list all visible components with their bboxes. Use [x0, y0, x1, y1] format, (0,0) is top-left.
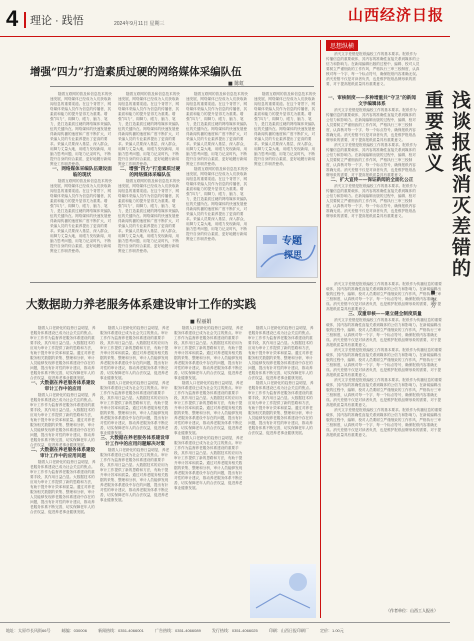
sidebar-body: 消灭文字差错是报纸编校工作的基本要求。报纸作为传播信息的重要载体，其内容的准确性直接关系到媒体的公信力和影响力。在新闻编辑出版的过程中，编辑、校对人员要树立严谨细致的工作作风，严格执行三审三校制度，认真核对每一个字、每一个标点符号，确保报纸内容准确无误。消灭差错不仅是对读者负责，也是维护报纸品牌形象的需要，对于提高报纸质量具有重要意义。: [326, 52, 420, 86]
footer-item: 邮编：030006: [61, 628, 87, 633]
article2-body: 随着人口老龄化的趋势日益明显，养老服务体系建设已成为社会关注的焦点。审计工作作为监督养老服务体系建设的重要手段，其作用日益凸显。大数据技术的应用为审计工作提供了新的思路和方法，有助于提升审计效率和质量。通过对养老服务相关数据的采集、整理和分析，审计人员能够发现养老服务体系建设中存在的问题，提出有针对性的审计建议，推动养老服务体系不断完善，切实保障老年人的合法权益，促进养老事业健康发展。: [174, 381, 244, 435]
article2-body: 随着人口老龄化的趋势日益明显，养老服务体系建设已成为社会关注的焦点。审计工作作为监督养老服务体系建设的重要手段，其作用日益凸显。大数据技术的应用为审计工作提供了新的思路和方法，有助于提升审计效率和质量。通过对养老服务相关数据的采集、整理和分析，审计人员能够发现养老服务体系建设中存在的问题，提出有针对性的审计建议，推动养老服务体系不断完善，切实保障老年人的合法权益，促进养老事业健康发展。: [100, 448, 170, 502]
footer-item: 印刷：山西日报印刷厂: [268, 628, 309, 633]
article1-body: 随着互联网的普及和信息技术的快速发展，网络媒体已经成为人们获取新闻信息的重要渠道。在这个背景下，网络媒体采编人员作为信息的传播者，其素质和能力的提升显得尤为重要。增强“四力”，即脚力、眼力、脑力、笔力，是打造素质过硬的网络媒体采编队伍的关键所在。网络媒体的快速发展使得新闻传播的速度和广度不断扩大，对采编人员的专业素养提出了更高的要求。采编人员要深入基层、深入群众，用脚力丈量大地，用眼力发现新闻，用脑力思考问题，用笔力记录时代，不断提升自身的综合素质，更好地履行新闻舆论工作职责使命。: [50, 179, 112, 253]
article1-column-1: [50, 92, 114, 278]
article1-column-3: [186, 92, 250, 278]
page-number: 4: [6, 6, 19, 31]
book-illustration-icon: [250, 564, 316, 618]
column-rule: [320, 40, 321, 618]
article1-subhead-1: 一、网络媒体采编队伍建设面临的现状: [52, 167, 112, 178]
sidebar-body: 消灭文字差错是报纸编校工作的基本要求。报纸作为传播信息的重要载体，其内容的准确性直接关系到媒体的公信力和影响力。在新闻编辑出版的过程中，编辑、校对人员要树立严谨细致的工作作风，严格执行三审三校制度，认真核对每一个字、每一个标点符号，确保报纸内容准确无误。消灭差错不仅是对读者负责，也是维护报纸品牌形象的需要，对于提高报纸质量具有重要意义。: [326, 378, 442, 407]
sidebar-column-2: [326, 282, 444, 612]
promo-tag-2: 探思: [284, 250, 303, 260]
article2-column-3: [174, 326, 244, 616]
article1-author: ■ 陈虹: [228, 81, 245, 87]
article2-body: 随着人口老龄化的趋势日益明显，养老服务体系建设已成为社会关注的焦点。审计工作作为监督养老服务体系建设的重要手段，其作用日益凸显。大数据技术的应用为审计工作提供了新的思路和方法，有助于提升审计效率和质量。通过对养老服务相关数据的采集、整理和分析，审计人员能够发现养老服务体系建设中存在的问题，提出有针对性的审计建议，推动养老服务体系不断完善，切实保障老年人的合法权益，促进养老事业健康发展。: [248, 326, 314, 380]
footer-item: 定价：1.00元: [320, 628, 344, 633]
article1-body: 随着互联网的普及和信息技术的快速发展，网络媒体已经成为人们获取新闻信息的重要渠道。在这个背景下，网络媒体采编人员作为信息的传播者，其素质和能力的提升显得尤为重要。增强“四力”，即脚力、眼力、脑力、笔力，是打造素质过硬的网络媒体采编队伍的关键所在。网络媒体的快速发展使得新闻传播的速度和广度不断扩大，对采编人员的专业素养提出了更高的要求。采编人员要深入基层、深入群众，用脚力丈量大地，用眼力发现新闻，用脑力思考问题，用笔力记录时代，不断提升自身的综合素质，更好地履行新闻舆论工作职责使命。: [254, 92, 316, 166]
article1-body: 随着互联网的普及和信息技术的快速发展，网络媒体已经成为人们获取新闻信息的重要渠道。在这个背景下，网络媒体采编人员作为信息的传播者，其素质和能力的提升显得尤为重要。增强“四力”，即脚力、眼力、脑力、笔力，是打造素质过硬的网络媒体采编队伍的关键所在。网络媒体的快速发展使得新闻传播的速度和广度不断扩大，对采编人员的专业素养提出了更高的要求。采编人员要深入基层、深入群众，用脚力丈量大地，用眼力发现新闻，用脑力思考问题，用笔力记录时代，不断提升自身的综合素质，更好地履行新闻舆论工作职责使命。: [186, 92, 248, 166]
article2-column-1: [30, 326, 96, 616]
article2-body: 随着人口老龄化的趋势日益明显，养老服务体系建设已成为社会关注的焦点。审计工作作为监督养老服务体系建设的重要手段，其作用日益凸显。大数据技术的应用为审计工作提供了新的思路和方法，有助于提升审计效率和质量。通过对养老服务相关数据的采集、整理和分析，审计人员能够发现养老服务体系建设中存在的问题，提出有针对性的审计建议，推动养老服务体系不断完善，切实保障老年人的合法权益，促进养老事业健康发展。: [100, 381, 170, 435]
article2-author: ■ 程丽娟: [190, 319, 212, 325]
article1-body: 随着互联网的普及和信息技术的快速发展，网络媒体已经成为人们获取新闻信息的重要渠道。在这个背景下，网络媒体采编人员作为信息的传播者，其素质和能力的提升显得尤为重要。增强“四力”，即脚力、眼力、脑力、笔力，是打造素质过硬的网络媒体采编队伍的关键所在。网络媒体的快速发展使得新闻传播的速度和广度不断扩大，对采编人员的专业素养提出了更高的要求。采编人员要深入基层、深入群众，用脚力丈量大地，用眼力发现新闻，用脑力思考问题，用笔力记录时代，不断提升自身的综合素质，更好地履行新闻舆论工作职责使命。: [118, 92, 180, 166]
section-label: 理论 · 践悟: [24, 12, 84, 28]
footer-item: 地址：太原市长风街66号: [6, 628, 51, 633]
sidebar-subhead-1: 一、审核制度——多种增重共“守卫”的新闻文字编辑体系: [328, 96, 416, 107]
sidebar-body: 消灭文字差错是报纸编校工作的基本要求。报纸作为传播信息的重要载体，其内容的准确性直接关系到媒体的公信力和影响力。在新闻编辑出版的过程中，编辑、校对人员要树立严谨细致的工作作风，严格执行三审三校制度，认真核对每一个字、每一个标点符号，确保报纸内容准确无误。消灭差错不仅是对读者负责，也是维护报纸品牌形象的需要，对于提高报纸质量具有重要意义。: [326, 318, 442, 347]
sidebar-body: 消灭文字差错是报纸编校工作的基本要求。报纸作为传播信息的重要载体，其内容的准确性直接关系到媒体的公信力和影响力。在新闻编辑出版的过程中，编辑、校对人员要树立严谨细致的工作作风，严格执行三审三校制度，认真核对每一个字、每一个标点符号，确保报纸内容准确无误。消灭差错不仅是对读者负责，也是维护报纸品牌形象的需要，对于提高报纸质量具有重要意义。: [326, 282, 442, 311]
dateline: 2024年9月11日 星期三: [114, 21, 165, 27]
article2-body: 随着人口老龄化的趋势日益明显，养老服务体系建设已成为社会关注的焦点。审计工作作为监督养老服务体系建设的重要手段，其作用日益凸显。大数据技术的应用为审计工作提供了新的思路和方法，有助于提升审计效率和质量。通过对养老服务相关数据的采集、整理和分析，审计人员能够发现养老服务体系建设中存在的问题，提出有针对性的审计建议，推动养老服务体系不断完善，切实保障老年人的合法权益，促进养老事业健康发展。: [30, 393, 96, 447]
article1-column-2: [118, 92, 182, 278]
sidebar-intro: [326, 52, 420, 92]
article2-subhead-3: 三、大数据在养老服务体系建设审计工作中的应用问题解决对策: [100, 436, 170, 447]
decorative-image: [250, 564, 316, 618]
sidebar-body: 消灭文字差错是报纸编校工作的基本要求。报纸作为传播信息的重要载体，其内容的准确性直接关系到媒体的公信力和影响力。在新闻编辑出版的过程中，编辑、校对人员要树立严谨细致的工作作风，严格执行三审三校制度，认真核对每一个字、每一个标点符号，确保报纸内容准确无误。消灭差错不仅是对读者负责，也是维护报纸品牌形象的需要，对于提高报纸质量具有重要意义。: [326, 108, 417, 142]
sidebar-column-1: [326, 96, 418, 276]
footer-item: 广告热线：0351-4066089: [155, 628, 201, 633]
article2-column-4: [248, 326, 316, 556]
divider: [50, 86, 314, 87]
promo-tag: 专题: [282, 236, 302, 247]
article2-subhead-2: 二、大数据在养老服务体系建设审计工作中的应用问题: [30, 448, 96, 459]
sidebar-body: 消灭文字差错是报纸编校工作的基本要求。报纸作为传播信息的重要载体，其内容的准确性直接关系到媒体的公信力和影响力。在新闻编辑出版的过程中，编辑、校对人员要树立严谨细致的工作作风，严格执行三审三校制度，认真核对每一个字、每一个标点符号，确保报纸内容准确无误。消灭差错不仅是对读者负责，也是维护报纸品牌形象的需要，对于提高报纸质量具有重要意义。: [326, 143, 417, 177]
sidebar-body: 消灭文字差错是报纸编校工作的基本要求。报纸作为传播信息的重要载体，其内容的准确性直接关系到媒体的公信力和影响力。在新闻编辑出版的过程中，编辑、校对人员要树立严谨细致的工作作风，严格执行三审三校制度，认真核对每一个字、每一个标点符号，确保报纸内容准确无误。消灭差错不仅是对读者负责，也是维护报纸品牌形象的需要，对于提高报纸质量具有重要意义。: [326, 184, 417, 218]
sidebar-body: 消灭文字差错是报纸编校工作的基本要求。报纸作为传播信息的重要载体，其内容的准确性直接关系到媒体的公信力和影响力。在新闻编辑出版的过程中，编辑、校对人员要树立严谨细致的工作作风，严格执行三审三校制度，认真核对每一个字、每一个标点符号，确保报纸内容准确无误。消灭差错不仅是对读者负责，也是维护报纸品牌形象的需要，对于提高报纸质量具有重要意义。: [326, 348, 442, 377]
article2-subhead-1: 一、大数据在养老服务体系建设审计工作中的应用: [30, 381, 96, 392]
article1-title: 增强“四力”打造素质过硬的网络媒体采编队伍: [30, 66, 242, 78]
masthead: 山西经济日报: [347, 6, 444, 24]
sidebar-title: 浅谈报纸消灭差错的重要意义: [422, 90, 471, 279]
article1-body: 随着互联网的普及和信息技术的快速发展，网络媒体已经成为人们获取新闻信息的重要渠道。在这个背景下，网络媒体采编人员作为信息的传播者，其素质和能力的提升显得尤为重要。增强“四力”，即脚力、眼力、脑力、笔力，是打造素质过硬的网络媒体采编队伍的关键所在。网络媒体的快速发展使得新闻传播的速度和广度不断扩大，对采编人员的专业素养提出了更高的要求。采编人员要深入基层、深入群众，用脚力丈量大地，用眼力发现新闻，用脑力思考问题，用笔力记录时代，不断提升自身的综合素质，更好地履行新闻舆论工作职责使命。: [50, 92, 112, 166]
article2-body: 随着人口老龄化的趋势日益明显，养老服务体系建设已成为社会关注的焦点。审计工作作为监督养老服务体系建设的重要手段，其作用日益凸显。大数据技术的应用为审计工作提供了新的思路和方法，有助于提升审计效率和质量。通过对养老服务相关数据的采集、整理和分析，审计人员能够发现养老服务体系建设中存在的问题，提出有针对性的审计建议，推动养老服务体系不断完善，切实保障老年人的合法权益，促进养老事业健康发展。: [174, 326, 244, 380]
article1-subhead-2: 二、增强“四力”打造素质过硬的网络媒体采编队伍: [119, 167, 181, 178]
sidebar-body: 消灭文字差错是报纸编校工作的基本要求。报纸作为传播信息的重要载体，其内容的准确性直接关系到媒体的公信力和影响力。在新闻编辑出版的过程中，编辑、校对人员要树立严谨细致的工作作风，严格执行三审三校制度，认真核对每一个字、每一个标点符号，确保报纸内容准确无误。消灭差错不仅是对读者负责，也是维护报纸品牌形象的需要，对于提高报纸质量具有重要意义。: [326, 408, 442, 437]
article2-column-2: [100, 326, 170, 616]
article2-body: 随着人口老龄化的趋势日益明显，养老服务体系建设已成为社会关注的焦点。审计工作作为监督养老服务体系建设的重要手段，其作用日益凸显。大数据技术的应用为审计工作提供了新的思路和方法，有助于提升审计效率和质量。通过对养老服务相关数据的采集、整理和分析，审计人员能够发现养老服务体系建设中存在的问题，提出有针对性的审计建议，推动养老服务体系不断完善，切实保障老年人的合法权益，促进养老事业健康发展。: [30, 460, 96, 514]
article2-title: 大数据助力养老服务体系建设审计工作的实践: [26, 297, 256, 311]
divider: [30, 282, 316, 283]
article2-body: 随着人口老龄化的趋势日益明显，养老服务体系建设已成为社会关注的焦点。审计工作作为监督养老服务体系建设的重要手段，其作用日益凸显。大数据技术的应用为审计工作提供了新的思路和方法，有助于提升审计效率和质量。通过对养老服务相关数据的采集、整理和分析，审计人员能够发现养老服务体系建设中存在的问题，提出有针对性的审计建议，推动养老服务体系不断完善，切实保障老年人的合法权益，促进养老事业健康发展。: [174, 436, 244, 490]
footer-item: 发行热线：0351-4066025: [211, 628, 258, 633]
article2-body: 随着人口老龄化的趋势日益明显，养老服务体系建设已成为社会关注的焦点。审计工作作为监督养老服务体系建设的重要手段，其作用日益凸显。大数据技术的应用为审计工作提供了新的思路和方法，有助于提升审计效率和质量。通过对养老服务相关数据的采集、整理和分析，审计人员能够发现养老服务体系建设中存在的问题，提出有针对性的审计建议，推动养老服务体系不断完善，切实保障老年人的合法权益，促进养老事业健康发展。: [100, 326, 170, 380]
article2-body: 随着人口老龄化的趋势日益明显，养老服务体系建设已成为社会关注的焦点。审计工作作为监督养老服务体系建设的重要手段，其作用日益凸显。大数据技术的应用为审计工作提供了新的思路和方法，有助于提升审计效率和质量。通过对养老服务相关数据的采集、整理和分析，审计人员能够发现养老服务体系建设中存在的问题，提出有针对性的审计建议，推动养老服务体系不断完善，切实保障老年人的合法权益，促进养老事业健康发展。: [30, 326, 96, 380]
sidebar-subhead-3: 三、双重审核——建立健全制度质量: [348, 312, 422, 317]
sidebar-subhead-2: 二、扩大宣传——保证新闻的全面化公正: [330, 178, 414, 183]
page-footer: [0, 622, 450, 641]
article1-body: 随着互联网的普及和信息技术的快速发展，网络媒体已经成为人们获取新闻信息的重要渠道。在这个背景下，网络媒体采编人员作为信息的传播者，其素质和能力的提升显得尤为重要。增强“四力”，即脚力、眼力、脑力、笔力，是打造素质过硬的网络媒体采编队伍的关键所在。网络媒体的快速发展使得新闻传播的速度和广度不断扩大，对采编人员的专业素养提出了更高的要求。采编人员要深入基层、深入群众，用脚力丈量大地，用眼力发现新闻，用脑力思考问题，用笔力记录时代，不断提升自身的综合素质，更好地履行新闻舆论工作职责使命。: [186, 167, 248, 241]
article2-body: 随着人口老龄化的趋势日益明显，养老服务体系建设已成为社会关注的焦点。审计工作作为监督养老服务体系建设的重要手段，其作用日益凸显。大数据技术的应用为审计工作提供了新的思路和方法，有助于提升审计效率和质量。通过对养老服务相关数据的采集、整理和分析，审计人员能够发现养老服务体系建设中存在的问题，提出有针对性的审计建议，推动养老服务体系不断完善，切实保障老年人的合法权益，促进养老事业健康发展。: [248, 381, 314, 435]
sidebar-author: ■ 李芳: [430, 290, 436, 308]
sidebar-column-label: 思想纵横: [326, 40, 358, 51]
sidebar-byline: （作者单位：山西工人报社）: [386, 608, 438, 613]
article1-column-4: [254, 92, 316, 220]
article1-body: 随着互联网的普及和信息技术的快速发展，网络媒体已经成为人们获取新闻信息的重要渠道。在这个背景下，网络媒体采编人员作为信息的传播者，其素质和能力的提升显得尤为重要。增强“四力”，即脚力、眼力、脑力、笔力，是打造素质过硬的网络媒体采编队伍的关键所在。网络媒体的快速发展使得新闻传播的速度和广度不断扩大，对采编人员的专业素养提出了更高的要求。采编人员要深入基层、深入群众，用脚力丈量大地，用眼力发现新闻，用脑力思考问题，用笔力记录时代，不断提升自身的综合素质，更好地履行新闻舆论工作职责使命。: [118, 179, 180, 253]
footer-item: 新闻热线：0351-4066001: [98, 628, 144, 633]
